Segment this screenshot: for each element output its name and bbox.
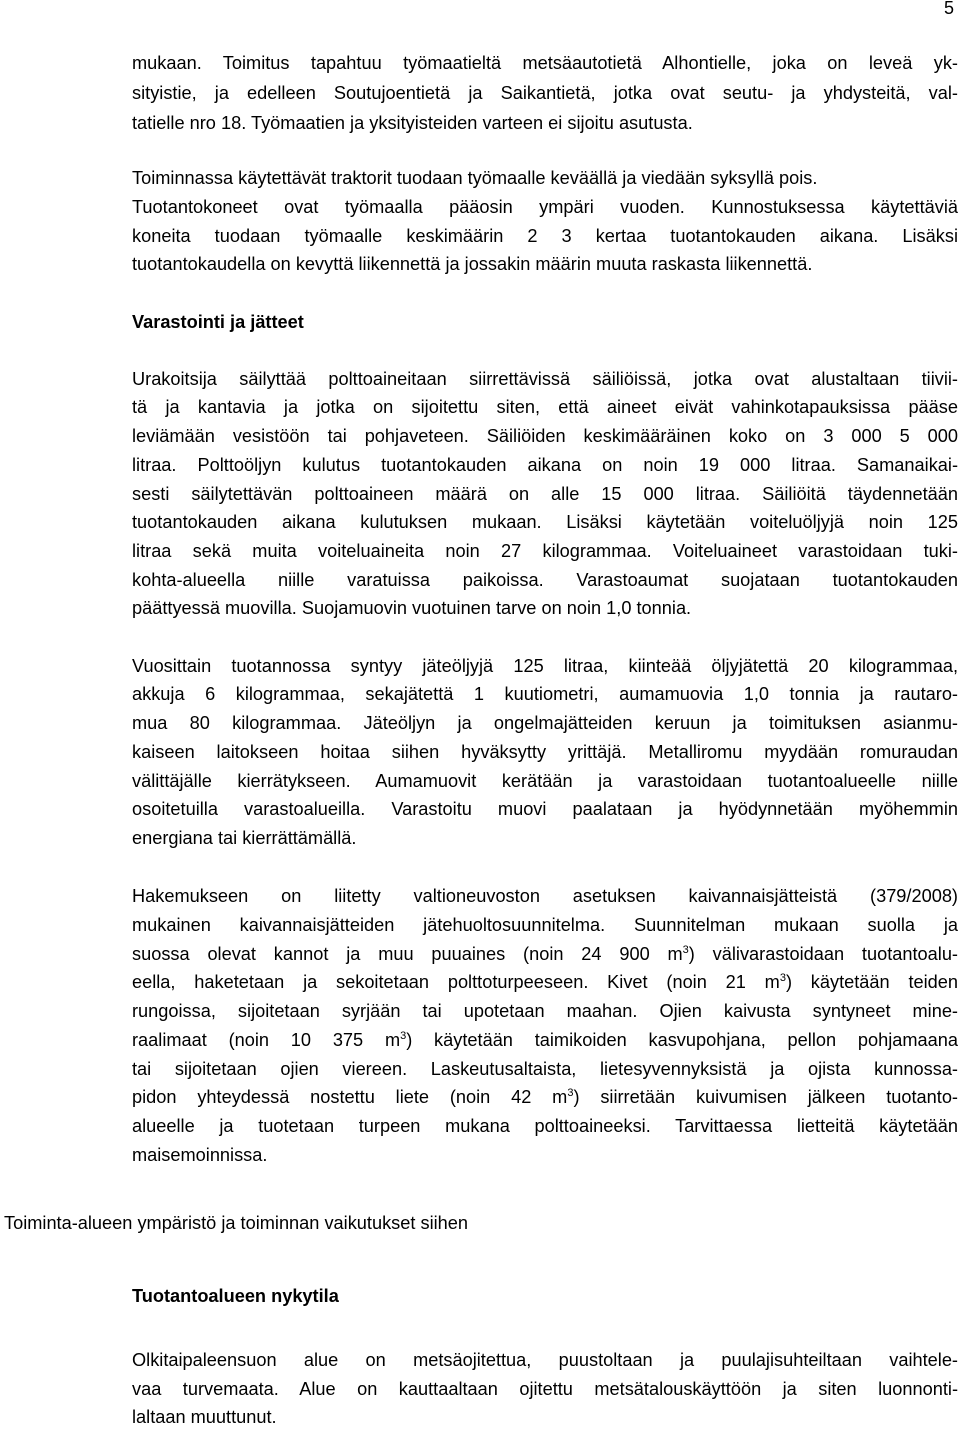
section-heading-current-state: Tuotantoalueen nykytila <box>132 1286 339 1306</box>
paragraph-line: energiana tai kierrättämällä. <box>132 828 357 848</box>
paragraph-line: mukainen kaivannaisjätteiden jätehuoltosuunnitelma. Suunnitelman mukaan suolla ja <box>132 915 958 935</box>
paragraph-line: sityistie, ja edelleen Soutujoentietä ja Saikantietä, jotka ovat seutu- ja yhdysteitä, val- <box>132 83 958 103</box>
section-heading-storage-waste: Varastointi ja jätteet <box>132 312 304 332</box>
paragraph-line: päättyessä muovilla. Suojamuovin vuotuinen tarve on noin 1,0 tonnia. <box>132 598 692 618</box>
text-segment: raalimaat (noin 10 375 m <box>132 1030 401 1050</box>
paragraph-line: tatielle nro 18. Työmaatien ja yksityisteiden varteen ei sijoitu asutusta. <box>132 113 693 133</box>
paragraph-line: Urakoitsija säilyttää polttoaineitaan siirrettävissä säiliöissä, jotka ovat alustaltaan tiivii- <box>132 369 958 389</box>
text-segment: eella, haketetaan ja sekoitetaan polttoturpeeseen. Kivet (noin 21 m <box>132 972 780 992</box>
superscript: 3 <box>682 943 689 956</box>
page-number: 5 <box>943 0 954 18</box>
paragraph-line: laltaan muuttunut. <box>132 1407 277 1427</box>
paragraph-line <box>132 940 958 969</box>
paragraph-line <box>132 968 958 997</box>
paragraph-line: sesti säilytettävän polttoaineen määrä on alle 15 000 litraa. Säiliöitä täydennetään <box>132 484 958 504</box>
text-segment: ) siirretään kuivumisen jälkeen tuotanto- <box>573 1087 958 1107</box>
paragraph-line: leviämään vesistöön tai pohjaveteen. Säiliöiden keskimääräinen koko on 3 000 5 000 <box>132 426 958 446</box>
paragraph-line: maisemoinnissa. <box>132 1145 268 1165</box>
paragraph-line: Olkitaipaleensuon alue on metsäojitettua, puustoltaan ja puulajisuhteiltaan vaihtele- <box>132 1350 958 1370</box>
paragraph-line: tuotantokauden aikana kulutuksen mukaan. Lisäksi käytetään voiteluöljyjä noin 125 <box>132 512 958 532</box>
text-segment: ) käytetään teiden <box>785 972 958 992</box>
text-segment: suossa olevat kannot ja muu puuaines (noin 24 900 m <box>132 944 683 964</box>
paragraph-line: mukaan. Toimitus tapahtuu työmaatieltä metsäautotietä Alhontielle, joka on leveä yk- <box>132 53 958 73</box>
text-segment: pidon yhteydessä nostettu liete (noin 42 m <box>132 1087 568 1107</box>
paragraph-line <box>132 1026 958 1055</box>
chapter-heading: Toiminta-alueen ympäristö ja toiminnan vaikutukset siihen <box>4 1213 469 1233</box>
paragraph-line: kaiseen laitokseen hoitaa siihen hyväksytty yrittäjä. Metalliromu myydään romuraudan <box>132 742 958 762</box>
paragraph-line: tuotantokaudella on kevyttä liikennettä ja jossakin määrin muuta raskasta liikennettä. <box>132 254 813 274</box>
paragraph-line: tai sijoitetaan ojien viereen. Laskeutusaltaista, lietesyvennyksistä ja ojista kunnossa- <box>132 1059 958 1079</box>
paragraph-line: Tuotantokoneet ovat työmaalla pääosin ympäri vuoden. Kunnostuksessa käytettäviä <box>132 197 958 217</box>
superscript: 3 <box>400 1029 407 1042</box>
superscript: 3 <box>779 971 786 984</box>
paragraph-line: vaa turvemaata. Alue on kauttaaltaan ojitettu metsätalouskäyttöön ja siten luonnonti- <box>132 1379 958 1399</box>
paragraph-line: alueelle ja tuotetaan turpeen mukana polttoaineeksi. Tarvittaessa lietteitä käytetään <box>132 1116 958 1136</box>
paragraph-line: Hakemukseen on liitetty valtioneuvoston asetuksen kaivannaisjätteistä (379/2008) <box>132 886 958 906</box>
paragraph-line: välittäjälle kierrätykseen. Aumamuovit kerätään ja varastoidaan tuotantoalueelle niille <box>132 771 958 791</box>
paragraph-line: akkuja 6 kilogrammaa, sekajätettä 1 kuutiometri, aumamuovia 1,0 tonnia ja rautaro- <box>132 684 958 704</box>
paragraph-line: Toiminnassa käytettävät traktorit tuodaan työmaalle keväällä ja viedään syksyllä pois. <box>132 168 818 188</box>
text-segment: ) käytetään taimikoiden kasvupohjana, pellon pohjamaana <box>406 1030 958 1050</box>
paragraph-line: litraa. Polttoöljyn kulutus tuotantokauden aikana on noin 19 000 litraa. Samanaikai- <box>132 455 958 475</box>
paragraph-line: tä ja kantavia ja jotka on sijoitettu siten, että aineet eivät vahinkotapauksissa pääse <box>132 397 958 417</box>
paragraph-line: rungoissa, sijoitetaan syrjään tai upotetaan maahan. Ojien kaivusta syntyneet mine- <box>132 1001 958 1021</box>
paragraph-line: mua 80 kilogrammaa. Jäteöljyn ja ongelmajätteiden keruun ja toimituksen asianmu- <box>132 713 958 733</box>
text-segment: ) välivarastoidaan tuotantoalu- <box>688 944 958 964</box>
paragraph-line: kohta-alueella niille varatuissa paikoissa. Varastoaumat suojataan tuotantokauden <box>132 570 958 590</box>
paragraph-line <box>132 1083 958 1112</box>
paragraph-line: osoitetuilla varastoalueilla. Varastoitu muovi paalataan ja hyödynnetään myöhemmin <box>132 799 958 819</box>
paragraph-line: litraa sekä muita voiteluaineita noin 27 kilogrammaa. Voiteluaineet varastoidaan tuki- <box>132 541 958 561</box>
superscript: 3 <box>567 1086 574 1099</box>
paragraph-line: koneita tuodaan työmaalle keskimäärin 2 3 kertaa tuotantokauden aikana. Lisäksi <box>132 226 958 246</box>
paragraph-line: Vuosittain tuotannossa syntyy jäteöljyjä 125 litraa, kiinteää öljyjätettä 20 kilogrammaa, <box>132 656 958 676</box>
